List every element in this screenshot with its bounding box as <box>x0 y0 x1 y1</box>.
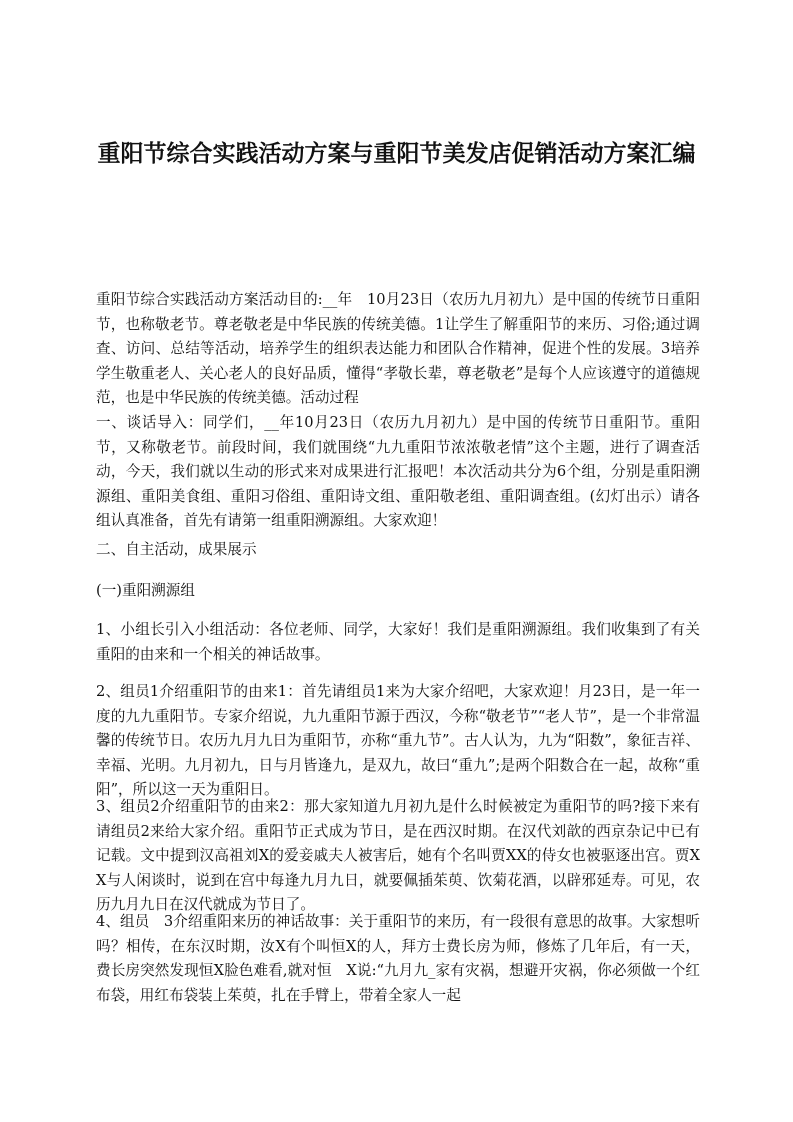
group-heading: (一)重阳溯源组 <box>96 582 195 599</box>
paragraph-step-4: 4、组员 3介绍重阳来历的神话故事：关于重阳节的来历，有一段很有意思的故事。大家想听吗？相传，在东汉时期，汝X有个叫恒X的人，拜方士费长房为师，修炼了几年后，有一天，费长房突然发现恒X脸色难看,就对恒 X说:“九月九_家有灾祸，想避开灾祸，你必须做一个红布袋，用红布袋装上茱萸，扎在手臂上，带着全家人一起 <box>96 913 700 1004</box>
paragraph-intro: 一、谈话导入：同学们，__年10月23日（农历九月初九）是中国的传统节日重阳节。重阳节，又称敬老节。前段时间，我们就围绕“九九重阳节浓浓敬老情”这个主题，进行了调查活动，今天，我们就以生动的形式来对成果进行汇报吧！本次活动共分为6个组，分别是重阳溯源组、重阳美食组、重阳习俗组、重阳诗文组、重阳敬老组、重阳调查组。(幻灯出示）请各组认真准备，首先有请第一组重阳溯源组。大家欢迎！ <box>96 414 700 529</box>
paragraph-step-3: 3、组员2介绍重阳节的由来2：那大家知道九月初九是什么时候被定为重阳节的吗?接下来有请组员2来给大家介绍。重阳节正式成为节日，是在西汉时期。在汉代刘歆的西京杂记中已有记载。文中提到汉高祖刘X的爱妾戚夫人被害后，她有个名叫贾XX的侍女也被驱逐出宫。贾XX与人闲谈时，说到在宫中每逢九月九日，就要佩插茱萸、饮菊花酒，以辟邪延寿。可见，农历九月九日在汉代就成为节日了。 <box>96 798 700 913</box>
paragraph-step-1: 1、小组长引入小组活动：各位老师、同学，大家好！我们是重阳溯源组。我们收集到了有关重阳的由来和一个相关的神话故事。 <box>96 621 700 663</box>
document-title: 重阳节综合实践活动方案与重阳节美发店促销活动方案汇编 <box>97 140 696 167</box>
paragraph-purpose: 重阳节综合实践活动方案活动目的:__年 10月23日（农历九月初九）是中国的传统节日重阳节，也称敬老节。尊老敬老是中华民族的传统美德。1让学生了解重阳节的来历、习俗;通过调查、访问、总结等活动，培养学生的组织表达能力和团队合作精神，促进个性的发展。3培养学生敬重老人、关心老人的良好品质，懂得“孝敬长辈，尊老敬老”是每个人应该遵守的道德规范，也是中华民族的传统美德。活动过程 <box>96 291 700 406</box>
section-heading: 二、自主活动，成果展示 <box>96 541 257 558</box>
paragraph-step-2: 2、组员1介绍重阳节的由来1：首先请组员1来为大家介绍吧，大家欢迎！月23日，是一年一度的九九重阳节。专家介绍说，九九重阳节源于西汉，今称“敬老节”“老人节”，是一个非常温馨的传统节日。农历九月九日为重阳节，亦称“重九节”。古人认为，九为“阳数”，象征吉祥、幸福、光明。九月初九，日与月皆逢九，是双九，故曰“重九”;是两个阳数合在一起，故称“重阳”，所以这一天为重阳日。 <box>96 683 700 798</box>
